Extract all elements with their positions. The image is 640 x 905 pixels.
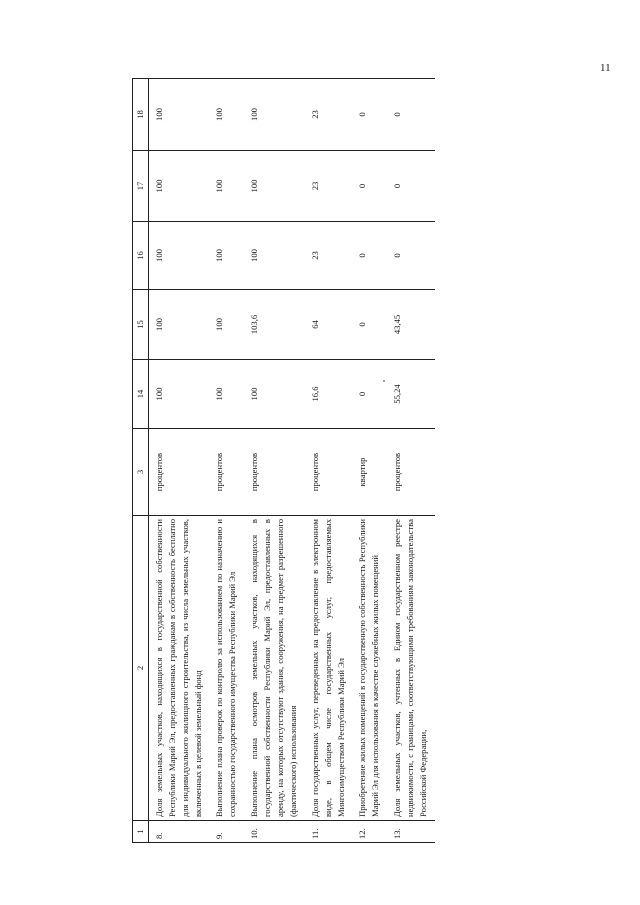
header-col-14: 14 xyxy=(133,360,149,429)
indicators-table xyxy=(132,78,435,843)
value-col-16: 100 xyxy=(148,222,209,290)
indicator-description: Доля земельных участков, учтенных в Едином государственном реестре недвижимости, с границами, соответствующими требованиям законодательства Российской Федерации, xyxy=(387,516,435,821)
value-col-18: 0 xyxy=(352,79,387,151)
header-col-2: 2 xyxy=(133,516,149,821)
value-col-15: 100 xyxy=(148,290,209,360)
value-col-14: 16,6 xyxy=(305,360,353,429)
value-col-18: 100 xyxy=(209,79,244,151)
value-col-17: 100 xyxy=(244,151,305,222)
indicator-description: Доля государственных услуг, переведенных на предоставление в электронном виде, в общем числе государственных услуг, предоставляемых Мингосимуществом Республики Марий Эл xyxy=(305,516,353,821)
value-col-16: 100 xyxy=(209,222,244,290)
page-number: 11 xyxy=(600,62,611,74)
unit-cell: квартир xyxy=(352,429,387,516)
value-col-14: 100 xyxy=(244,360,305,429)
value-col-17: 100 xyxy=(148,151,209,222)
value-col-18: 100 xyxy=(244,79,305,151)
header-col-18: 18 xyxy=(133,79,149,151)
table-row xyxy=(305,79,353,843)
indicator-description: Приобретение жилых помещений в государственную собственность Республики Марий Эл для использования в качестве служебных жилых помещений xyxy=(352,516,387,821)
header-col-16: 16 xyxy=(133,222,149,290)
value-col-15: 0 xyxy=(352,290,387,360)
row-number: 12. xyxy=(352,821,387,843)
value-col-17: 100 xyxy=(209,151,244,222)
value-col-14: 100 xyxy=(209,360,244,429)
value-col-14: 0 xyxy=(352,360,387,429)
value-col-16: 0 xyxy=(387,222,435,290)
unit-cell: процентов xyxy=(209,429,244,516)
value-col-17: 0 xyxy=(387,151,435,222)
value-col-15: 103,6 xyxy=(244,290,305,360)
value-col-14: 100 xyxy=(148,360,209,429)
value-col-15: 64 xyxy=(305,290,353,360)
row-number: 9. xyxy=(209,821,244,843)
indicator-description: Выполнение плана проверок по контролю за использованием по назначению и сохранностью государственного имущества Республики Марий Эл xyxy=(209,516,244,821)
unit-cell: процентов xyxy=(305,429,353,516)
value-col-18: 100 xyxy=(148,79,209,151)
header-col-3: 3 xyxy=(133,429,149,516)
table-row xyxy=(387,79,435,843)
table-row xyxy=(352,79,387,843)
value-col-18: 0 xyxy=(387,79,435,151)
table-row xyxy=(209,79,244,843)
row-number: 13. xyxy=(387,821,435,843)
value-col-16: 23 xyxy=(305,222,353,290)
row-number: 10. xyxy=(244,821,305,843)
table-row xyxy=(148,79,209,843)
unit-cell: процентов xyxy=(244,429,305,516)
value-col-15: 100 xyxy=(209,290,244,360)
unit-cell: процентов xyxy=(387,429,435,516)
value-col-17: 23 xyxy=(305,151,353,222)
table-row xyxy=(244,79,305,843)
header-col-17: 17 xyxy=(133,151,149,222)
header-col-1: 1 xyxy=(133,821,149,843)
unit-cell: процентов xyxy=(148,429,209,516)
header-col-15: 15 xyxy=(133,290,149,360)
indicator-description: Доля земельных участков, находящихся в государственной собственности Республики Марий Эл, предоставленных гражданам в собственность бесплатно для индивидуального жилищного строительства, из числа земельных участков, включенных в целевой земельный фонд xyxy=(148,516,209,821)
value-col-16: 100 xyxy=(244,222,305,290)
value-col-15: 43,45 xyxy=(387,290,435,360)
value-col-14: 55,24 xyxy=(387,360,435,429)
row-number: 11. xyxy=(305,821,353,843)
row-number: 8. xyxy=(148,821,209,843)
rotated-table-container xyxy=(132,79,632,843)
value-col-16: 0 xyxy=(352,222,387,290)
value-col-18: 23 xyxy=(305,79,353,151)
indicator-description: Выполнение плана осмотров земельных участков, находящихся в государственной собственности Республики Марий Эл, предоставленных в аренду, на которых отсутствуют здания, сооружения, на предмет разрешенного (фактического) использования xyxy=(244,516,305,821)
value-col-17: 0 xyxy=(352,151,387,222)
header-row xyxy=(133,79,149,843)
